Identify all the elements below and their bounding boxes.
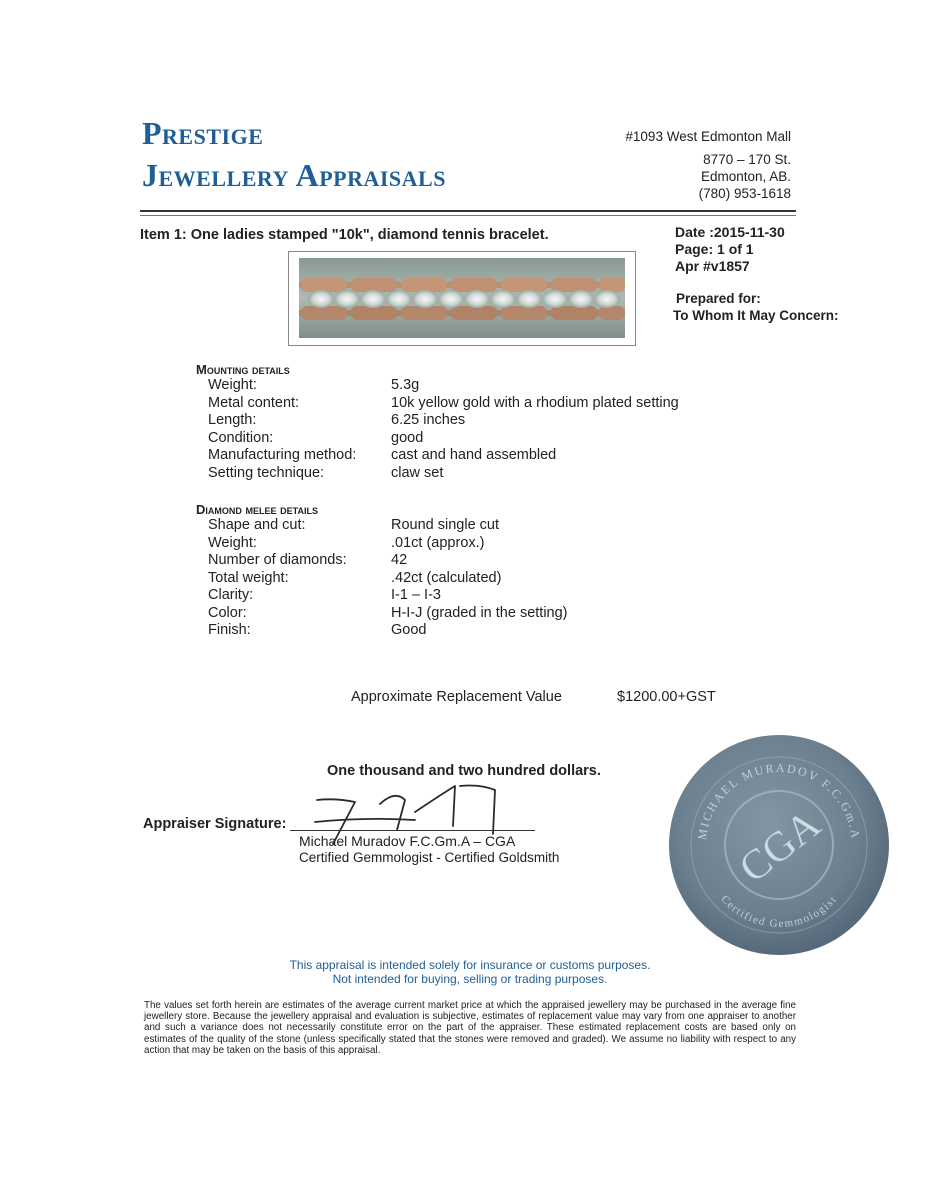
detail-value: 10k yellow gold with a rhodium plated setting xyxy=(391,394,679,411)
detail-value: H-I-J (graded in the setting) xyxy=(391,604,568,621)
detail-row xyxy=(196,412,466,430)
detail-row xyxy=(196,552,408,570)
detail-row xyxy=(196,622,427,640)
detail-label: Setting technique: xyxy=(208,464,325,481)
detail-row xyxy=(196,394,679,413)
bracelet-photo xyxy=(288,251,636,346)
company-logo xyxy=(142,112,446,196)
phone-number: (780) 953-1618 xyxy=(698,186,791,201)
address-line: #1093 West Edmonton Mall xyxy=(625,129,791,144)
detail-value: Round single cut xyxy=(391,517,500,533)
notice-line: Not intended for buying, selling or trading purposes. xyxy=(332,972,608,986)
usage-notice xyxy=(180,958,760,986)
detail-label: Color: xyxy=(208,604,247,621)
prepared-for-label: Prepared for: xyxy=(676,291,761,306)
date: Date :2015-11-30 xyxy=(675,224,785,240)
detail-value: 5.3g xyxy=(391,377,420,393)
detail-value: good xyxy=(391,429,424,446)
page-number: Page: 1 of 1 xyxy=(675,241,754,257)
detail-label: Total weight: xyxy=(208,569,289,586)
seal-ring-text-top: MICHAEL MURADOV F.C.Gm.A xyxy=(695,760,863,841)
detail-row xyxy=(196,604,568,623)
detail-row xyxy=(196,534,485,553)
detail-value: .42ct (calculated) xyxy=(391,569,502,586)
detail-label: Number of diamonds: xyxy=(208,552,347,568)
appraiser-name: Michael Muradov F.C.Gm.A – CGA xyxy=(299,833,516,849)
detail-label: Finish: xyxy=(208,622,251,638)
bracelet-image xyxy=(299,258,625,338)
detail-value: cast and hand assembled xyxy=(391,447,557,463)
detail-value: 42 xyxy=(391,552,408,568)
detail-value: Good xyxy=(391,622,427,638)
detail-label: Weight: xyxy=(208,377,257,393)
prepared-for xyxy=(673,290,839,324)
detail-row xyxy=(196,587,441,605)
detail-value: I-1 – I-3 xyxy=(391,587,441,603)
detail-row xyxy=(196,517,500,535)
detail-value: claw set xyxy=(391,464,444,481)
address-line: Edmonton, AB. xyxy=(700,169,791,184)
detail-label: Condition: xyxy=(208,429,274,446)
cga-seal xyxy=(666,732,892,958)
detail-label: Shape and cut: xyxy=(208,517,306,533)
brand-line-1: Prestige xyxy=(142,115,264,151)
seal-center-text: CGA xyxy=(731,801,830,893)
diamond-details xyxy=(196,502,568,640)
value-in-words: One thousand and two hundred dollars. xyxy=(327,763,601,779)
company-address xyxy=(625,128,791,202)
appraisal-number: Apr #v1857 xyxy=(675,258,750,274)
section-heading: Mounting details xyxy=(196,362,290,377)
prepared-for-value: To Whom It May Concern: xyxy=(673,308,839,323)
notice-line: This appraisal is intended solely for insurance or customs purposes. xyxy=(289,958,651,972)
appraisal-meta xyxy=(675,224,785,275)
brand-line-2: Jewellery Appraisals xyxy=(142,157,446,193)
address-line: 8770 – 170 St. xyxy=(703,152,791,167)
detail-label: Metal content: xyxy=(208,394,300,411)
detail-value: .01ct (approx.) xyxy=(391,534,485,551)
detail-row xyxy=(196,447,557,465)
replacement-value-label: Approximate Replacement Value xyxy=(351,689,562,705)
section-heading: Diamond melee details xyxy=(196,502,318,517)
detail-row xyxy=(196,377,420,395)
signature-line xyxy=(290,830,535,831)
signature-label: Appraiser Signature: xyxy=(143,816,287,832)
detail-row xyxy=(196,464,444,483)
detail-row xyxy=(196,569,502,588)
detail-label: Clarity: xyxy=(208,587,254,603)
detail-label: Manufacturing method: xyxy=(208,447,357,463)
header-divider-thin xyxy=(140,215,796,216)
detail-label: Weight: xyxy=(208,534,257,551)
mounting-details xyxy=(196,362,679,482)
seal-ring-text-bottom: Certified Gemmologist xyxy=(718,893,840,931)
detail-label: Length: xyxy=(208,412,257,428)
disclaimer: The values set forth herein are estimates of the average current market price at which the appraised jewellery may be purchased in the average fine jewellery store. Because the jewellery appraisal and evaluation is subjective, estimates of replacement value may vary from one appraiser to another and such a variance does not necessarily constitute error on the part of the appraiser. These estimated replacement costs are based only on estimates of the quality of the stone (unless specifically stated that the stones were removed and graded). We assume no liability with respect to any action that may be taken on the basis of this appraisal. xyxy=(144,1000,796,1056)
item-title: Item 1: One ladies stamped "10k", diamond tennis bracelet. xyxy=(140,227,549,243)
detail-row xyxy=(196,429,424,448)
detail-value: 6.25 inches xyxy=(391,412,466,428)
appraiser-title: Certified Gemmologist - Certified Goldsmith xyxy=(299,850,560,865)
replacement-value: $1200.00+GST xyxy=(617,689,716,705)
header-divider xyxy=(140,210,796,212)
